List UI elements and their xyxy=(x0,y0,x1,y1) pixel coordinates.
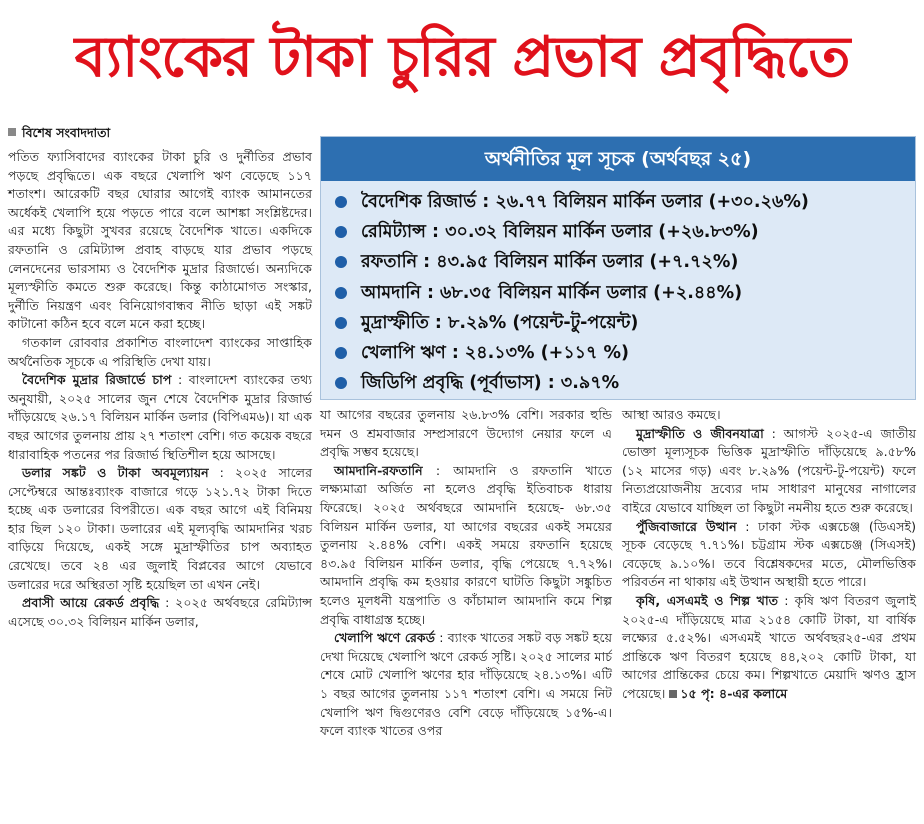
indicator-box xyxy=(320,136,916,400)
column-3 xyxy=(622,406,916,704)
section-text: : কৃষি ঋণ বিতরণ জুলাই ২০২৫-এ দাঁড়িয়েছে মাত্র ২১৫৪ কোটি টাকা, যা বার্ষিক লক্ষ্যের ৫.৫২%। এসএমই খাতে অর্থবছর২৫-এর প্রথম প্রান্তিকে ঋণ বিতরণ হয়েছে ৪৪,২০২ কোটি টাকা, যা আগের প্রান্তিকের চেয়ে কম। শিল্পখাতে মেয়াদি ঋণও হ্রাস পেয়েছে। xyxy=(622,592,917,701)
section-text: : ব্যাংক খাতের সঙ্কট বড় সঙ্কট হয়ে দেখা দিয়েছে খেলাপি ঋণে রেকর্ড সৃষ্টি। ২০২৫ সালের মার্চ শেষে মোট খেলাপি ঋণের হার দাঁড়িয়েছে ২৪.১৩%। এটি ১ বছর আগের তুলনায় ১১৭ শতাংশ বেশি। এ সময়ে নিট খেলাপি ঋণ দ্বিগুণেরও বেশি বেড়ে দাঁড়িয়েছে ১৫%-এ। ফলে ব্যাংক খাতের ওপর xyxy=(320,630,613,739)
indicator-item: খেলাপি ঋণ : ২৪.১৩% (+১১৭ %) xyxy=(333,338,915,368)
section-text: : আগস্ট ২০২৫-এ জাতীয় ভোক্তা মূল্যসূচক ভিত্তিক মুদ্রাস্ফীতি দাঁড়িয়েছে ৯.৫৮% (১২ মাসের গড়) এবং ৮.২৯% (পয়েন্ট-টু-পয়েন্ট) ফলে নিত্যপ্রয়োজনীয় দ্রব্যের দাম সাধারণ মানুষের নাগালের বাইরে যেভাবে যাচ্ছিল তা কিছুটা নমনীয় হতে শুরু করেছে। xyxy=(622,425,916,515)
section-heading: আমদানি-রফতানি xyxy=(334,462,423,478)
indicator-item: বৈদেশিক রিজার্ভ : ২৬.৭৭ বিলিয়ন মার্কিন ডলার (+৩০.২৬%) xyxy=(333,187,915,217)
section-heading: বৈদেশিক মুদ্রার রিজার্ভে চাপ xyxy=(22,372,172,388)
section-default-continued: আস্থা আরও কমছে। xyxy=(622,407,721,422)
section-text: : ২০২৫ অর্থবছরে রেমিট্যান্স এসেছে ৩০.৩২ বিলিয়ন মার্কিন ডলার, xyxy=(8,595,313,629)
bullet-icon xyxy=(335,256,347,268)
bullet-icon xyxy=(335,347,347,359)
section-stock xyxy=(622,518,916,592)
indicator-item: আমদানি : ৬৮.৩৫ বিলিয়ন মার্কিন ডলার (+২.৪৪%) xyxy=(333,278,915,308)
section-heading: খেলাপি ঋণে রেকর্ড xyxy=(334,630,436,646)
bullet-icon xyxy=(335,226,347,238)
section-heading: পুঁজিবাজারে উত্থান xyxy=(636,518,737,534)
jump-link[interactable]: ১৫ পৃ: ৪-এর কলামে xyxy=(680,685,788,701)
section-default xyxy=(320,629,612,741)
section-dollar xyxy=(8,464,312,594)
section-heading: মুদ্রাস্ফীতি ও জীবনযাত্রা xyxy=(636,425,764,441)
section-reserve xyxy=(8,371,312,464)
section-text: : ঢাকা স্টক এক্সচেঞ্জ (ডিএসই) সূচক বেড়েছে ৭.৭১%। চট্টগ্রাম স্টক এক্সচেঞ্জ (সিএসই) বেড়েছে ৯.১০%। তবে বিশ্লেষকদের মতে, মৌলভিত্তিক পরিবর্তন না থাকায় এই উত্থান অস্থায়ী হতে পারে। xyxy=(622,518,916,590)
section-heading: ডলার সঙ্কট ও টাকা অবমূল্যায়ন xyxy=(22,465,209,481)
section-text: : আমদানি ও রফতানি খাতে লক্ষ্যমাত্রা অর্জিত না হলেও প্রবৃদ্ধি ইতিবাচক ধারায় ফিরেছে। ২০২৫ অর্থবছরে আমদানি হয়েছে- ৬৮.৩৫ বিলিয়ন মার্কিন ডলার, যা আগের বছরের একই সময়ের তুলনায় ২.৪৪% বেশি। একই সময়ে রফতানি হয়েছে ৪৩.৯৫ বিলিয়ন মার্কিন ডলার, বৃদ্ধি পেয়েছে ৭.৭২%। আমদানি প্রবৃদ্ধি কম হওয়ার কারণে ঘাটতি কিছুটা সঙ্কুচিত হলেও মূলধনী যন্ত্রপাতি ও কাঁচামাল আমদানি কমে শিল্প প্রবৃদ্ধি বাধাগ্রস্ত হচ্ছে। xyxy=(320,462,612,627)
lead-paragraph-1: পতিত ফ্যাসিবাদের ব্যাংকের টাকা চুরি ও দুর্নীতির প্রভাব পড়ছে প্রবৃদ্ধিতে। এক বছরে খেলাপি ঋণ বেড়েছে ১১৭ শতাংশ। আরেকটি বছর ঘোরার আগেই ব্যাংক আমানতের অর্ধেকই খেলাপি হয়ে পড়তে পারে বলে আশঙ্কা সংশ্লিষ্টদের। এর মধ্যে কিছুটা সুখবর রয়েছে বৈদেশিক খাতে। একদিকে রফতানি ও রেমিট্যান্স প্রবাহ বাড়ছে যার প্রভাব পড়ছে লেনদেনের ভারসাম্য ও বৈদেশিক মুদ্রার রিজার্ভে। অন্যদিকে মূল্যস্ফীতি কমতে শুরু করেছে। কিন্তু কাঠামোগত সংস্কার, দুর্নীতি নিয়ন্ত্রণ এবং বিনিয়োগবান্ধব নীতি ছাড়া এই সঙ্কট কাটানো কঠিন হবে বলে মনে করা হচ্ছে। xyxy=(8,149,312,332)
headline: ব্যাংকের টাকা চুরির প্রভাব প্রবৃদ্ধিতে xyxy=(74,25,850,90)
jump-marker-icon xyxy=(669,690,677,698)
byline-marker-icon xyxy=(8,128,16,136)
section-heading: প্রবাসী আয়ে রেকর্ড প্রবৃদ্ধি xyxy=(22,595,160,611)
section-text: : বাংলাদেশ ব্যাংকের তথ্য অনুযায়ী, ২০২৫ সালের জুন শেষে বৈদেশিক মুদ্রার রিজার্ভ দাঁড়িয়েছে ২৬.১৭ বিলিয়ন মার্কিন ডলার (বিপিএম৬)। যা এক বছর আগের তুলনায় প্রায় ২৭ শতাংশ বেশি। গত কয়েক বছরে ধারাবাহিক পতনের পর রিজার্ভ স্থিতিশীল হয়ে আসছে। xyxy=(8,372,312,462)
section-remittance xyxy=(8,594,312,631)
byline xyxy=(8,125,110,145)
column-2 xyxy=(320,406,612,741)
byline-text: বিশেষ সংবাদদাতা xyxy=(22,125,111,140)
bullet-icon xyxy=(335,287,347,299)
lead-paragraph-2: গতকাল রোববার প্রকাশিত বাংলাদেশ ব্যাংকের সাপ্তাহিক অর্থনৈতিক সূচকে এ পরিস্থিতি দেখা যায়। xyxy=(8,334,312,369)
bullet-icon xyxy=(335,196,347,208)
bullet-icon xyxy=(335,377,347,389)
indicator-item: রেমিট্যান্স : ৩০.৩২ বিলিয়ন মার্কিন ডলার (+২৬.৮৩%) xyxy=(333,217,915,247)
indicator-list xyxy=(321,181,915,398)
bullet-icon xyxy=(335,317,347,329)
indicator-item: মুদ্রাস্ফীতি : ৮.২৯% (পয়েন্ট-টু-পয়েন্ট) xyxy=(333,308,915,338)
section-inflation xyxy=(622,425,916,518)
indicator-box-title: অর্থনীতির মূল সূচক (অর্থবছর ২৫) xyxy=(321,137,915,181)
section-remittance-continued: যা আগের বছরের তুলনায় ২৬.৮৩% বেশি। সরকার হুন্ডি দমন ও শ্রমবাজার সম্প্রসারণে উদ্যোগ নেয়ার ফলে এ প্রবৃদ্ধি সম্ভব হয়েছে। xyxy=(320,407,612,460)
section-trade xyxy=(320,462,612,629)
indicator-item: রফতানি : ৪৩.৯৫ বিলিয়ন মার্কিন ডলার (+৭.৭২%) xyxy=(333,247,915,277)
section-text: : ২০২৫ সালের সেপ্টেম্বরে আন্তঃব্যাংক বাজারে গড়ে ১২১.৭২ টাকা দিতে হচ্ছে এক ডলারের বিপরীতে। এক বছর আগে এই বিনিময় হার ছিল ১২০ টাকা। ডলারের এই মূল্যবৃদ্ধি আমদানির খরচ বাড়িয়ে দিয়েছে, একই সঙ্গে মুদ্রাস্ফীতির চাপ অব্যাহত রেখেছে। তবে ২৪ এর জুলাই বিপ্লবের আগে যেভাবে ডলারের দরে অস্থিরতা সৃষ্টি হয়েছিল তা এখন নেই। xyxy=(8,465,312,592)
indicator-item: জিডিপি প্রবৃদ্ধি (পূর্বাভাস) : ৩.৯৭% xyxy=(333,368,915,398)
section-heading: কৃষি, এসএমই ও শিল্প খাত xyxy=(636,592,779,608)
section-agri xyxy=(622,592,916,704)
column-1 xyxy=(8,148,312,631)
